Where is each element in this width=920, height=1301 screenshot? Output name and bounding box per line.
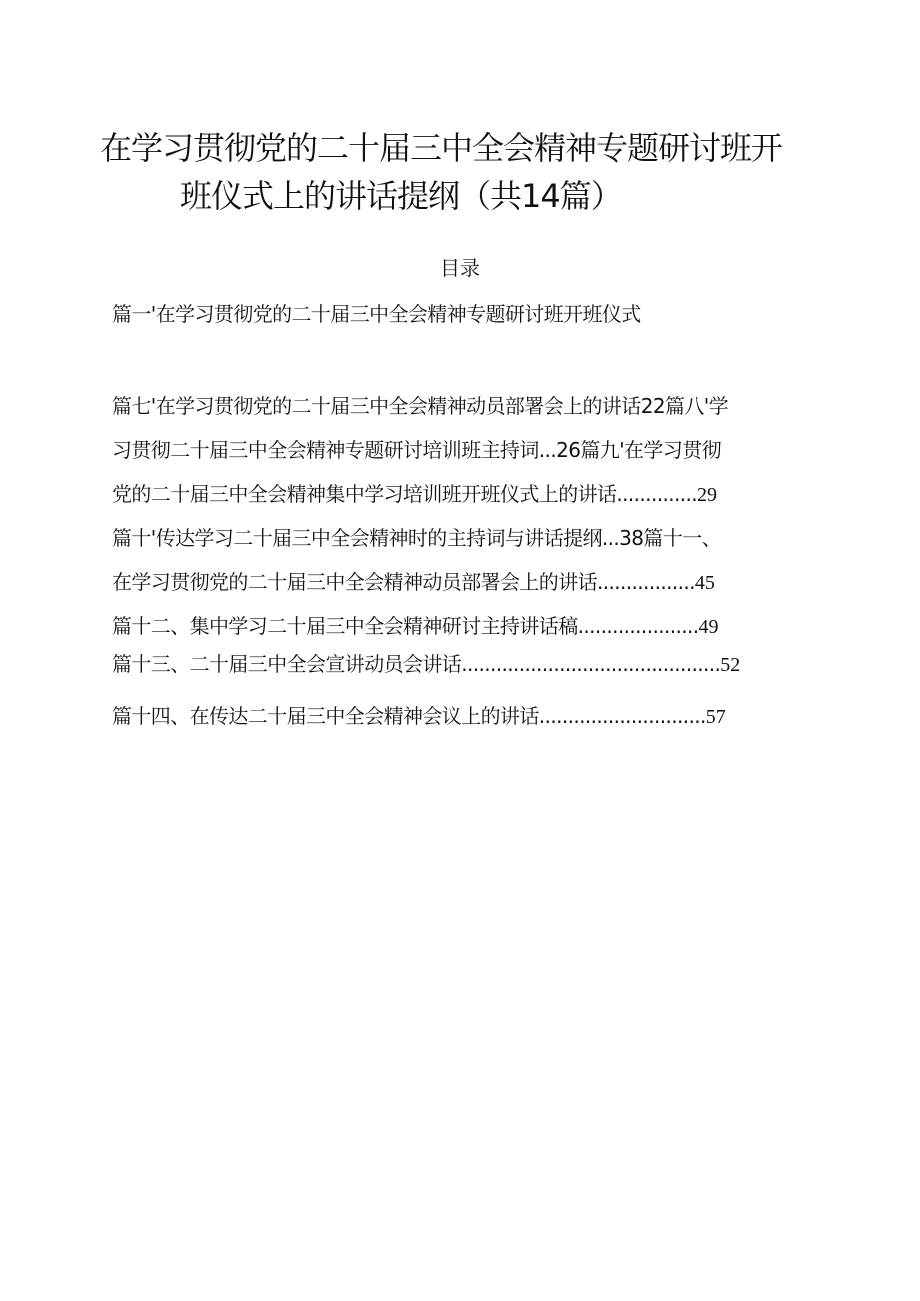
toc-line: 篇十三、二十届三中全会宣讲动员会讲话.............................................52 [112, 652, 741, 676]
toc-line: 篇十'传达学习二十届三中全会精神时的主持词与讲话提纲...38篇十一、 [112, 526, 722, 550]
toc-line: 篇七'在学习贯彻党的二十届三中全会精神动员部署会上的讲话22篇八'学 [112, 394, 729, 418]
title-line-2: 班仪式上的讲话提纲（共14篇） [180, 177, 622, 215]
document-title [100, 124, 840, 220]
title-line-1: 在学习贯彻党的二十届三中全会精神专题研讨班开 [100, 129, 783, 167]
toc-line: 篇十二、集中学习二十届三中全会精神研讨主持讲话稿.....................49 [112, 614, 719, 638]
toc-line: 党的二十届三中全会精神集中学习培训班开班仪式上的讲话..............29 [112, 482, 718, 506]
toc-line: 在学习贯彻党的二十届三中全会精神动员部署会上的讲话.................45 [112, 570, 715, 594]
toc-line: 习贯彻二十届三中全会精神专题研讨培训班主持词...26篇九'在学习贯彻 [112, 438, 722, 462]
toc-line: 篇一'在学习贯彻党的二十届三中全会精神专题研讨班开班仪式 [112, 302, 641, 326]
toc-heading: 目录 [440, 256, 480, 280]
toc-line: 篇十四、在传达二十届三中全会精神会议上的讲话.............................57 [112, 704, 726, 728]
